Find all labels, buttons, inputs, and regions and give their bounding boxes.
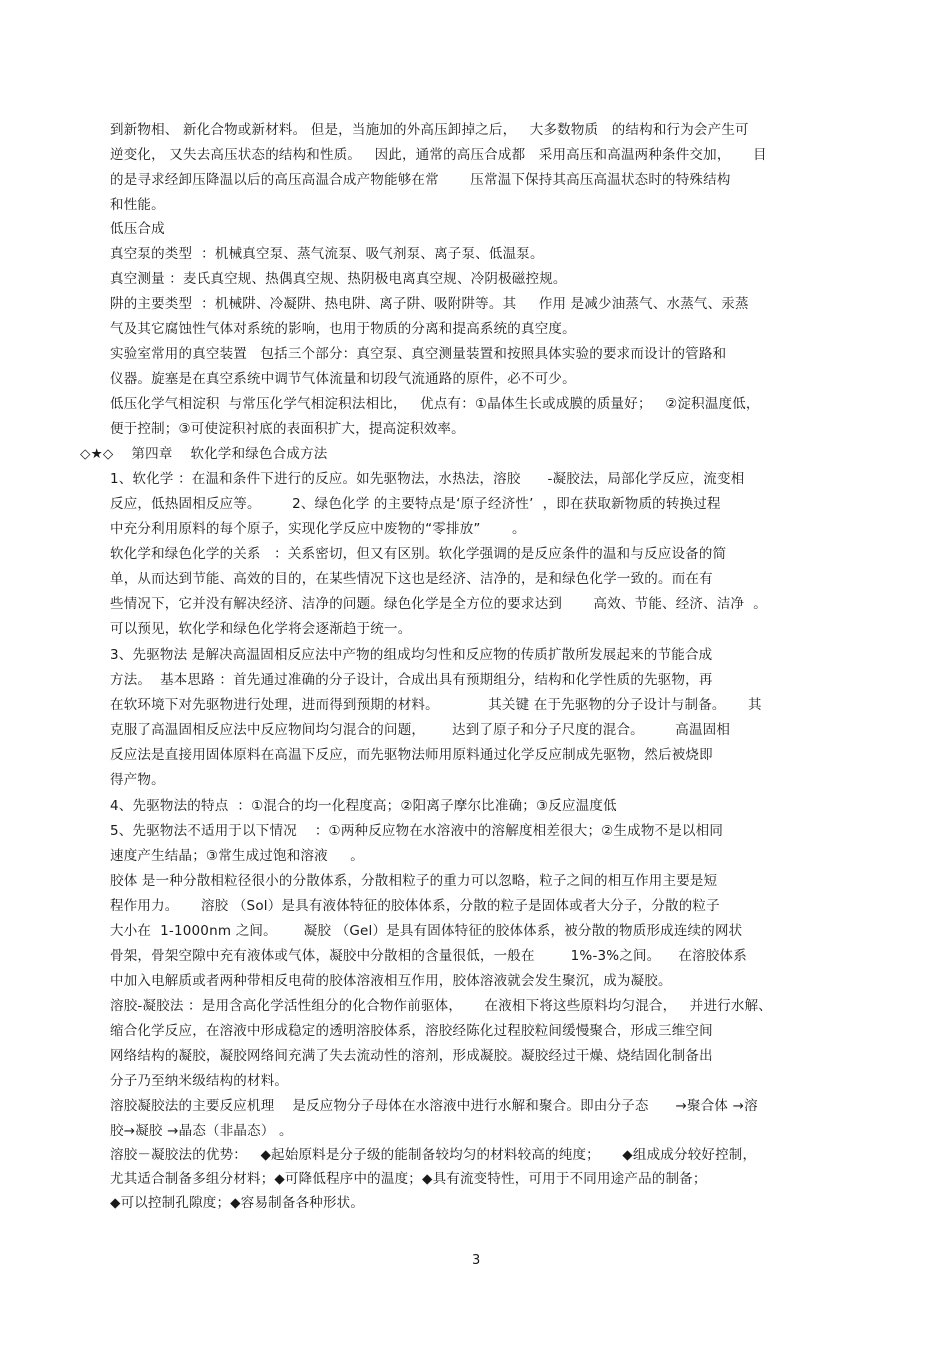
text-line: 在软环境下对先驱物进行处理，进而得到预期的材料。 其关键 在于先驱物的分子设计与制备。 其 [110,697,762,713]
text-line: 程作用力。 溶胶 （Sol）是具有液体特征的胶体体系，分散的粒子是固体或者大分子，分散的粒子 [110,898,720,914]
text-line: 真空泵的类型 ：机械真空泵、蒸气流泵、吸气剂泵、离子泵、低温泵。 [110,246,544,262]
text-line: 尤其适合制备多组分材料；◆可降低程序中的温度；◆具有流变特性，可用于不同用途产品的制备； [110,1171,707,1187]
text-line: 气及其它腐蚀性气体对系统的影响，也用于物质的分离和提高系统的真空度。 [110,321,576,337]
section-heading: 低压合成 [110,221,165,237]
text-line: 实验室常用的真空装置 包括三个部分：真空泵、真空测量装置和按照具体实验的要求而设计的管路和 [110,346,727,362]
text-line: 阱的主要类型 ：机械阱、冷凝阱、热电阱、离子阱、吸附阱等。其 作用 是减少油蒸气、水蒸气、汞蒸 [110,296,749,312]
text-line: 胶→凝胶 →晶态（非晶态） 。 [110,1123,293,1139]
text-line: ◆可以控制孔隙度；◆容易制备各种形状。 [110,1195,365,1211]
text-line: 反应法是直接用固体原料在高温下反应，而先驱物法师用原料通过化学反应制成先驱物，然后被烧即 [110,747,713,763]
text-line: 些情况下，它并没有解决经济、洁净的问题。绿色化学是全方位的要求达到 高效、节能、经济、洁净 。 [110,596,767,612]
text-line: 反应，低热固相反应等。 2、绿色化学 的主要特点是‘原子经济性’ ，即在获取新物质的转换过程 [110,496,721,512]
text-line: 真空测量 ：麦氏真空规、热偶真空规、热阴极电离真空规、冷阴极磁控规。 [110,271,567,287]
text-line: 分子乃至纳米级结构的材料。 [110,1073,289,1089]
text-line: 克服了高温固相反应法中反应物间均匀混合的问题， 达到了原子和分子尺度的混合。 高温固相 [110,722,731,738]
text-line: 3、先驱物法 是解决高温固相反应法中产物的组成均匀性和反应物的传质扩散所发展起来的节能合成 [110,647,713,663]
text-line: 和性能。 [110,197,165,213]
text-line: 的是寻求经卸压降温以后的高压高温合成产物能够在常 压常温下保持其高压高温状态时的特殊结构 [110,172,731,188]
text-line: 中加入电解质或者两种带相反电荷的胶体溶液相互作用，胶体溶液就会发生聚沉，成为凝胶。 [110,973,672,989]
text-line: 方法。 基本思路 ：首先通过准确的分子设计，合成出具有预期组分，结构和化学性质的先驱物，再 [110,672,713,688]
text-line: 仪器。旋塞是在真空系统中调节气体流量和切段气流通路的原件，必不可少。 [110,371,576,387]
text-line: 1、软化学 ：在温和条件下进行的反应。如先驱物法，水热法，溶胶 -凝胶法，局部化学反应，流变相 [110,471,745,487]
text-line: 大小在 1-1000nm 之间。 凝胶 （Gel）是具有固体特征的胶体体系，被分散的物质形成连续的网状 [110,923,743,939]
text-line: 速度产生结晶；③常生成过饱和溶液 。 [110,848,364,864]
text-line: 便于控制；③可使淀积衬底的表面积扩大，提高淀积效率。 [110,421,465,437]
text-line: 到新物相、 新化合物或新材料。 但是，当施加的外高压卸掉之后， 大多数物质 的结构和行为会产生可 [110,122,749,138]
text-line: 中充分利用原料的每个原子，实现化学反应中废物的“零排放” 。 [110,521,526,537]
text-line: 5、先驱物法不适用于以下情况 ：①两种反应物在水溶液中的溶解度相差很大；②生成物不是以相同 [110,823,724,839]
text-line: 可以预见，软化学和绿色化学将会逐渐趋于统一。 [110,621,412,637]
chapter-heading: ◇★◇ 第四章 软化学和绿色合成方法 [80,446,328,462]
text-line: 4、先驱物法的特点 ：①混合的均一化程度高；②阳离子摩尔比准确；③反应温度低 [110,798,617,814]
text-line: 溶胶－凝胶法的优势： ◆起始原料是分子级的能制备较均匀的材料较高的纯度； ◆组成成分较好控制， [110,1147,757,1163]
text-line: 得产物。 [110,772,165,788]
text-line: 溶胶凝胶法的主要反应机理 是反应物分子母体在水溶液中进行水解和聚合。即由分子态 →聚合体 →溶 [110,1098,758,1114]
text-line: 单，从而达到节能、高效的目的，在某些情况下这也是经济、洁净的，是和绿色化学一致的。而在有 [110,571,713,587]
text-line: 网络结构的凝胶，凝胶网络间充满了失去流动性的溶剂，形成凝胶。凝胶经过干燥、烧结固化制备出 [110,1048,713,1064]
page-number: 3 [472,1253,481,1268]
text-line: 缩合化学反应，在溶液中形成稳定的透明溶胶体系，溶胶经陈化过程胶粒间缓慢聚合，形成三维空间 [110,1023,713,1039]
text-line: 胶体 是一种分散相粒径很小的分散体系，分散相粒子的重力可以忽略，粒子之间的相互作用主要是短 [110,873,718,889]
text-line: 低压化学气相淀积 与常压化学气相淀积法相比， 优点有：①晶体生长或成膜的质量好； ②淀积温度低， [110,396,760,412]
text-line: 骨架，骨架空隙中充有液体或气体，凝胶中分散相的含量很低，一般在 1%-3%之间。 在溶胶体系 [110,948,747,964]
text-line: 溶胶-凝胶法 ：是用含高化学活性组分的化合物作前驱体， 在液相下将这些原料均匀混合， 并进行水解、 [110,998,772,1014]
text-line: 软化学和绿色化学的关系 ：关系密切，但又有区别。软化学强调的是反应条件的温和与反应设备的简 [110,546,727,562]
text-line: 逆变化， 又失去高压状态的结构和性质。 因此，通常的高压合成都 采用高压和高温两种条件交加， 目 [110,147,767,163]
